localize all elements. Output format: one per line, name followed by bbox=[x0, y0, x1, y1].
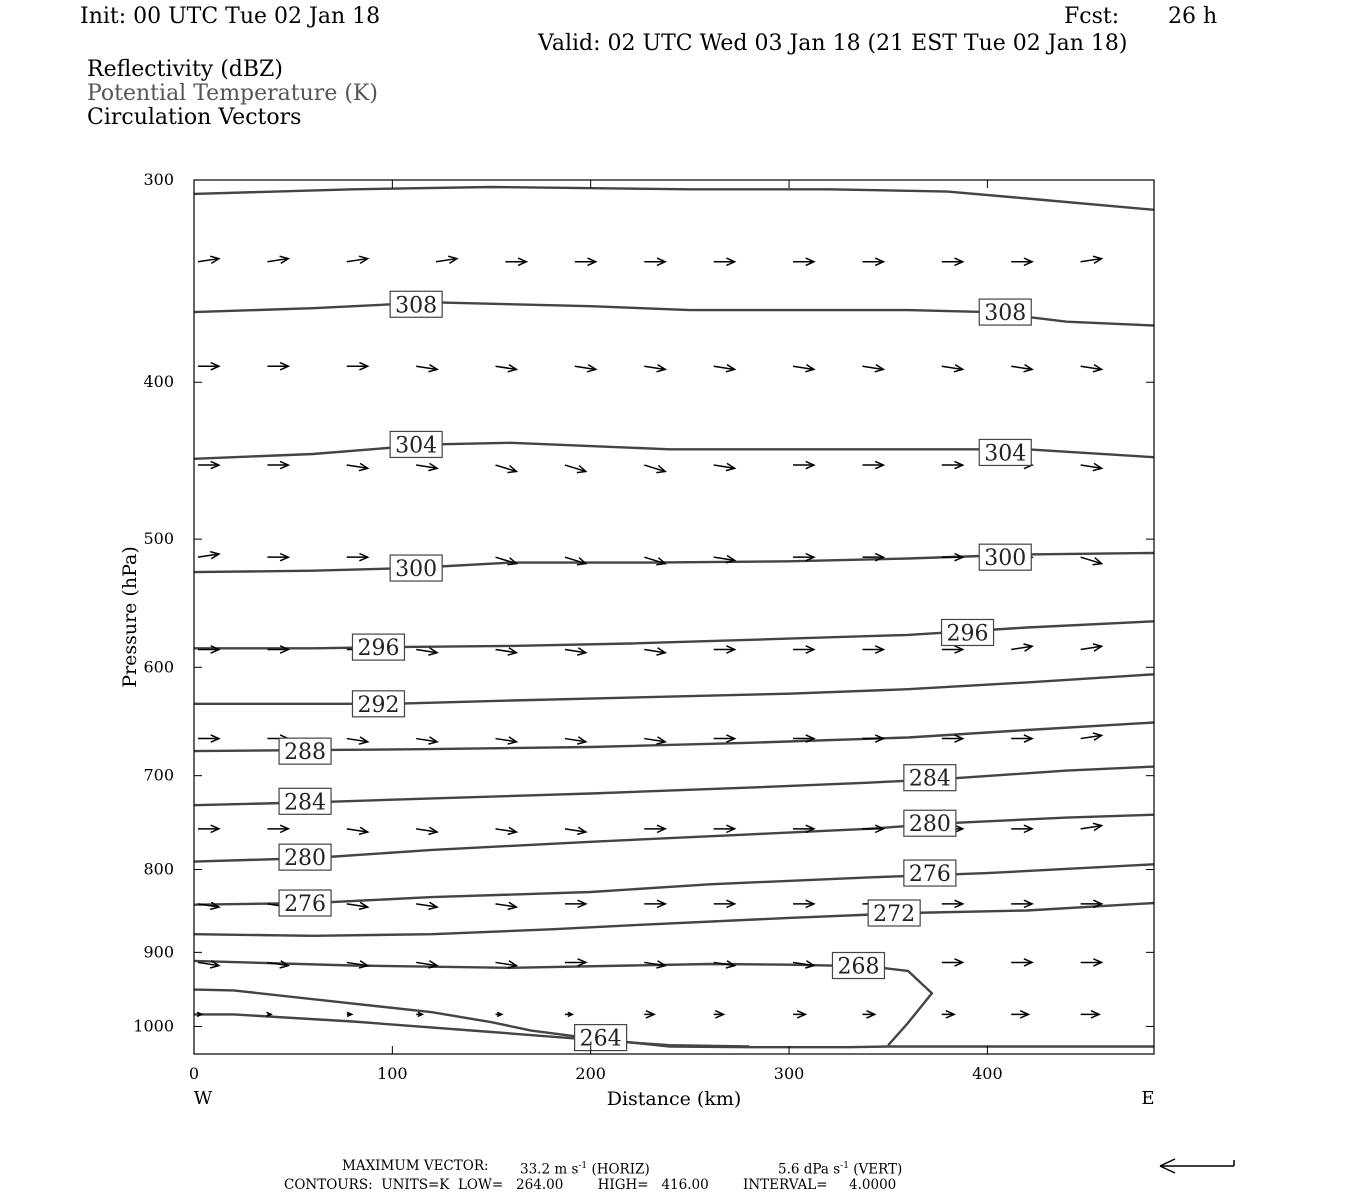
circulation-vector bbox=[198, 256, 219, 263]
circulation-vector bbox=[793, 365, 814, 372]
contour-label: 304 bbox=[984, 441, 1027, 467]
circulation-vector bbox=[347, 256, 368, 263]
contour-label: 296 bbox=[946, 621, 989, 647]
circulation-vector bbox=[565, 959, 586, 966]
contour-296 bbox=[194, 621, 1154, 648]
circulation-vector bbox=[496, 1012, 502, 1016]
circulation-vector bbox=[198, 735, 219, 742]
reference-vector-icon bbox=[1160, 1159, 1234, 1173]
circulation-vector bbox=[942, 1011, 954, 1018]
circulation-vector bbox=[575, 365, 596, 372]
contour-280 bbox=[194, 815, 1154, 862]
circulation-vector bbox=[1011, 825, 1032, 832]
circulation-vector bbox=[436, 256, 457, 263]
circulation-vector bbox=[1011, 258, 1032, 265]
circulation-vector bbox=[496, 737, 517, 744]
forecast-hour: 26 h bbox=[1168, 4, 1218, 29]
contour-308 bbox=[194, 187, 1154, 210]
circulation-vector bbox=[198, 363, 219, 370]
circulation-vector bbox=[267, 961, 288, 968]
contour-label: 280 bbox=[284, 846, 327, 872]
circulation-vector bbox=[198, 552, 219, 559]
circulation-vector bbox=[267, 256, 288, 263]
field-potential-temperature: Potential Temperature (K) bbox=[87, 81, 378, 106]
circulation-vector bbox=[1011, 735, 1032, 742]
contour-label: 304 bbox=[395, 433, 438, 459]
circulation-vector bbox=[793, 646, 814, 653]
circulation-vector bbox=[862, 1011, 874, 1018]
contour-276 bbox=[194, 864, 1154, 904]
y-tick-label: 400 bbox=[143, 372, 174, 392]
circulation-vector bbox=[1081, 256, 1102, 263]
contour-labels bbox=[279, 291, 1031, 1051]
circulation-vector bbox=[793, 258, 814, 265]
circulation-vector bbox=[267, 461, 288, 468]
circulation-vector bbox=[862, 365, 883, 372]
x-tick-label: 100 bbox=[377, 1064, 408, 1083]
field-reflectivity: Reflectivity (dBZ) bbox=[87, 57, 283, 82]
circulation-vector bbox=[267, 646, 288, 653]
contour-268 bbox=[194, 961, 932, 1045]
circulation-vector bbox=[496, 465, 517, 473]
circulation-vector bbox=[644, 465, 665, 473]
x-tick-label: 200 bbox=[575, 1064, 606, 1083]
circulation-vector bbox=[1081, 365, 1102, 372]
circulation-vector bbox=[496, 827, 517, 834]
max-vector-horiz: 33.2 m $s^{-1}$ (HORIZ) bbox=[520, 1161, 650, 1178]
circulation-vector bbox=[347, 463, 368, 470]
circulation-vector bbox=[714, 735, 735, 742]
contour-label: 272 bbox=[873, 901, 916, 927]
x-tick-label: 0 bbox=[188, 1064, 200, 1083]
y-tick-label: 700 bbox=[143, 765, 174, 785]
contour-label: 300 bbox=[984, 546, 1027, 572]
contour-label: 296 bbox=[357, 636, 400, 662]
contour-label: 308 bbox=[395, 293, 438, 319]
circulation-vector bbox=[198, 461, 219, 468]
circulation-vector bbox=[862, 646, 883, 653]
x-end-label-west: W bbox=[193, 1088, 213, 1109]
circulation-vector bbox=[1081, 959, 1102, 966]
circulation-vector bbox=[496, 902, 517, 909]
circulation-vector bbox=[267, 554, 288, 561]
max-vector-vert: 5.6 dPa $s^{-1}$ (VERT) bbox=[778, 1161, 903, 1178]
circulation-vector bbox=[1011, 365, 1032, 372]
circulation-vector bbox=[862, 258, 883, 265]
contour-288 bbox=[194, 723, 1154, 752]
contour-label: 300 bbox=[395, 557, 438, 583]
circulation-vector bbox=[565, 737, 586, 744]
circulation-vector bbox=[267, 363, 288, 370]
circulation-vector bbox=[416, 365, 437, 372]
circulation-vector bbox=[416, 737, 437, 744]
circulation-vector bbox=[942, 646, 963, 653]
circulation-vector bbox=[505, 258, 526, 265]
circulation-vector bbox=[565, 827, 586, 834]
circulation-vector bbox=[714, 900, 735, 907]
circulation-vector bbox=[1011, 959, 1032, 966]
circulation-vector bbox=[1011, 900, 1032, 907]
circulation-vector bbox=[644, 900, 665, 907]
circulation-vector bbox=[862, 461, 883, 468]
circulation-vector bbox=[267, 825, 288, 832]
circulation-vector bbox=[942, 365, 963, 372]
y-tick-label: 300 bbox=[143, 170, 174, 189]
circulation-vector bbox=[416, 827, 437, 834]
valid-time: Valid: 02 UTC Wed 03 Jan 18 (21 EST Tue 02 Jan 18) bbox=[538, 31, 1128, 56]
x-tick-label: 300 bbox=[773, 1064, 805, 1083]
contour-label: 284 bbox=[284, 790, 327, 816]
y-tick-label: 500 bbox=[143, 529, 174, 549]
y-tick-label: 600 bbox=[143, 657, 174, 677]
circulation-vector bbox=[1081, 733, 1102, 740]
circulation-vector bbox=[198, 646, 219, 653]
circulation-vector bbox=[565, 900, 586, 907]
contour-284 bbox=[194, 767, 1154, 806]
circulation-vector bbox=[1081, 557, 1102, 565]
max-vector-label: MAXIMUM VECTOR: bbox=[342, 1158, 489, 1174]
contour-label: 288 bbox=[284, 740, 327, 766]
circulation-vector bbox=[198, 825, 219, 832]
circulation-vector bbox=[862, 825, 883, 832]
circulation-vector bbox=[714, 463, 735, 470]
circulation-vector bbox=[644, 825, 665, 832]
circulation-vector bbox=[644, 258, 665, 265]
circulation-vector bbox=[496, 365, 517, 372]
circulation-vector bbox=[347, 554, 368, 561]
x-axis-title: Distance (km) bbox=[606, 1088, 742, 1110]
circulation-vector bbox=[347, 827, 368, 834]
contour-label: 268 bbox=[837, 954, 880, 980]
contour-272 bbox=[194, 903, 1154, 936]
circulation-vector bbox=[347, 902, 368, 909]
circulation-vector bbox=[416, 648, 437, 655]
circulation-vector bbox=[1011, 644, 1032, 651]
circulation-vector bbox=[714, 646, 735, 653]
circulation-vector bbox=[942, 554, 963, 561]
circulation-vector bbox=[416, 463, 437, 470]
circulation-vector bbox=[347, 363, 368, 370]
contour-label: 264 bbox=[579, 1026, 622, 1052]
circulation-vector bbox=[644, 365, 665, 372]
contour-label: 284 bbox=[908, 766, 951, 792]
circulation-vector bbox=[565, 1012, 572, 1016]
circulation-vector bbox=[714, 825, 735, 832]
circulation-vector bbox=[347, 737, 368, 744]
circulation-vector bbox=[714, 258, 735, 265]
init-time: Init: 00 UTC Tue 02 Jan 18 bbox=[80, 4, 381, 29]
y-tick-label: 1000 bbox=[133, 1016, 174, 1036]
contour-292 bbox=[194, 674, 1154, 704]
circulation-vector bbox=[793, 461, 814, 468]
circulation-vector bbox=[644, 737, 665, 744]
contour-label: 280 bbox=[908, 812, 951, 838]
forecast-label: Fcst: bbox=[1064, 4, 1120, 29]
y-tick-label: 900 bbox=[143, 942, 174, 962]
y-axis-title: Pressure (hPa) bbox=[119, 546, 141, 688]
circulation-vector bbox=[793, 900, 814, 907]
circulation-vector bbox=[644, 1011, 654, 1018]
circulation-vector bbox=[644, 648, 665, 655]
circulation-vector bbox=[565, 648, 586, 655]
y-tick-label: 800 bbox=[143, 859, 174, 879]
x-end-label-east: E bbox=[1141, 1088, 1155, 1109]
circulation-vector bbox=[942, 959, 963, 966]
contour-label: 276 bbox=[908, 862, 951, 888]
x-tick-label: 400 bbox=[972, 1064, 1003, 1083]
contour-264 bbox=[194, 990, 1154, 1048]
field-circulation-vectors: Circulation Vectors bbox=[87, 105, 302, 130]
contour-label: 292 bbox=[357, 692, 400, 718]
contour-info: CONTOURS: UNITS=K LOW= 264.00 HIGH= 416.00 INTERVAL= 4.0000 bbox=[284, 1177, 897, 1193]
circulation-vector bbox=[942, 900, 963, 907]
circulation-vector bbox=[1081, 823, 1102, 830]
contour-label: 308 bbox=[984, 301, 1027, 327]
circulation-vector bbox=[1011, 1011, 1028, 1018]
contour-label: 276 bbox=[284, 892, 327, 918]
circulation-vector bbox=[347, 1012, 352, 1016]
circulation-vector bbox=[714, 1011, 724, 1018]
circulation-vector bbox=[942, 258, 963, 265]
circulation-vector bbox=[416, 1012, 422, 1016]
circulation-vector bbox=[793, 1011, 805, 1018]
circulation-vector bbox=[1081, 463, 1102, 470]
circulation-vector bbox=[1081, 1011, 1099, 1018]
circulation-vector bbox=[942, 461, 963, 468]
circulation-vector bbox=[714, 365, 735, 372]
circulation-vector bbox=[565, 465, 586, 473]
circulation-vector bbox=[496, 648, 517, 655]
circulation-vector bbox=[416, 902, 437, 909]
circulation-vector bbox=[862, 735, 883, 742]
circulation-vector bbox=[575, 258, 596, 265]
circulation-vector bbox=[1081, 644, 1102, 651]
